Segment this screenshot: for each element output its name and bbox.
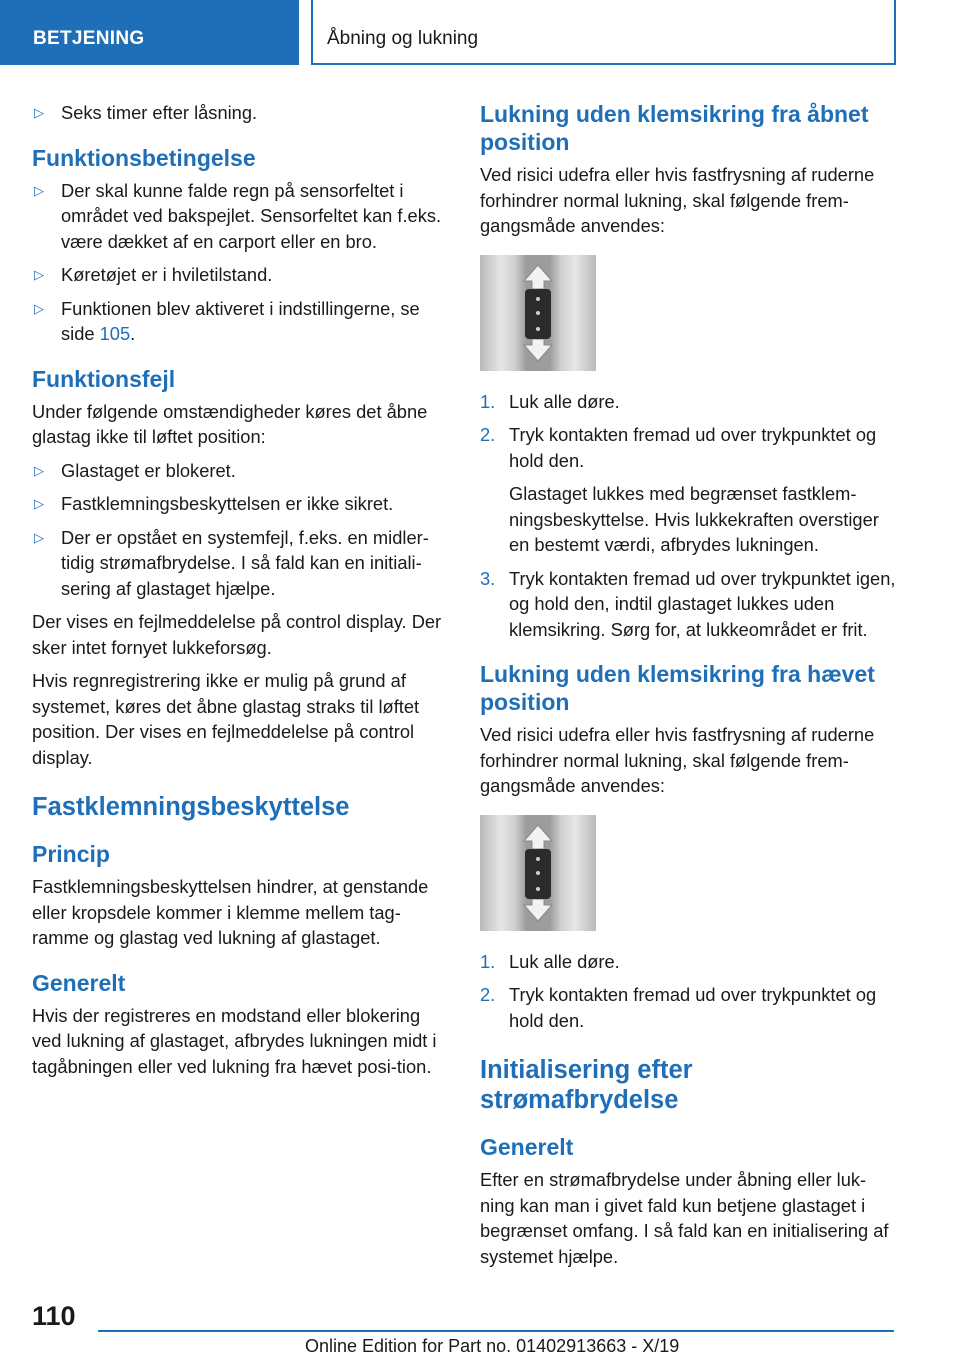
initialisering-text: Efter en strømafbrydelse under åbning eller luk‐ning kan man i givet fald kun betjene glastaget i begrænset omfang. I så fald kan en initialisering af systemet hjælpe.	[480, 1169, 889, 1267]
funktionsfejl-paragraph-2: Hvis regnregistrering ikke er mulig på grund af systemet, køres det åbne glastag straks til løftet position. Der vises en fejlmeddelelse på control display.	[32, 670, 420, 768]
heading-lukning-haevet: Lukning uden klemsikring fra hævet position	[480, 661, 875, 715]
page-link-105[interactable]: 105	[99, 323, 131, 344]
triangle-bullet-icon: ▷	[34, 182, 44, 198]
switch-icon	[525, 849, 551, 899]
funktionsfejl-paragraph-1: Der vises en fejlmeddelelse på control display. Der sker intet fornyet lukkeforsøg.	[32, 611, 442, 658]
triangle-bullet-icon: ▷	[34, 267, 44, 282]
list-item: 1. Luk alle døre.	[480, 390, 620, 412]
list-item: ▷ Fastklemningsbeskyttelsen er ikke sikret.	[32, 491, 450, 517]
triangle-bullet-icon: ▷	[34, 462, 44, 478]
heading-fastklemningsbeskyttelse: Fastklemningsbeskyttelse	[32, 793, 350, 821]
heading-funktionsfejl: Funktionsfejl	[32, 365, 176, 392]
heading-princip: Princip	[32, 841, 110, 867]
left-column	[32, 100, 450, 1087]
section-label: BETJENING	[33, 28, 145, 49]
heading-funktionsbetingelse: Funktionsbetingelse	[32, 144, 256, 171]
triangle-bullet-icon: ▷	[34, 300, 44, 316]
list-item: ▷ Glastaget er blokeret.	[32, 458, 450, 484]
triangle-bullet-icon: ▷	[34, 529, 44, 545]
list-item: 3. Tryk kontakten fremad ud over trykpunktet igen, og hold den, indtil glastaget lukkes uden klemsikring. Sørg for, at lukkeområdet er frit.	[480, 567, 896, 640]
heading-generelt: Generelt	[32, 969, 126, 996]
footer-divider	[98, 1330, 894, 1332]
list-item: ▷ Der skal kunne falde regn på sensorfeltet i området ved bakspejlet. Sensorfeltet kan f.eks. være dækket af en carport eller en bro.	[34, 179, 442, 252]
list-item: ▷ Køretøjet er i hviletilstand.	[32, 262, 450, 288]
lukning-aabnet-intro: Ved risici udefra eller hvis fastfrysning af ruderne forhindrer normal lukning, skal følgende frem‐gangsmåde anvendes:	[480, 164, 875, 236]
generelt-text: Hvis der registreres en modstand eller blokering ved lukning af glastaget, afbrydes lukningen midt i tagåbningen eller ved lukning fra hævet posi‐tion.	[32, 1004, 437, 1077]
chapter-title-box	[311, 0, 896, 65]
heading-lukning-aabnet: Lukning uden klemsikring fra åbnet position	[480, 101, 869, 155]
funktionsfejl-list	[32, 458, 450, 602]
list-item: 2. Tryk kontakten fremad ud over trykpunktet og hold den. Glastaget lukkes med begrænset fastklem‐ningsbeskyttelse. Hvis lukkekraften overstiger en bestemt værdi, afbrydes lukningen.	[480, 424, 879, 555]
funktionsfejl-intro: Under følgende omstændigheder køres det åbne glastag ikke til løftet position:	[32, 400, 428, 447]
funktionsbetingelse-list	[32, 178, 450, 347]
roof-switch-image	[480, 815, 596, 931]
list-item: ▷ Der er opstået en systemfejl, f.eks. en midler‐tidig strømafbrydelse. I så fald kan en initiali‐sering af glastaget hjælpe.	[34, 526, 429, 599]
heading-initialisering: Initialisering efter strømafbrydelse	[480, 1056, 693, 1114]
princip-text: Fastklemningsbeskyttelsen hindrer, at genstande eller kropsdele kommer i klemme mellem tag‐ramme og glastag ved lukning af glastaget.	[32, 876, 429, 948]
lukning-aabnet-steps	[480, 389, 898, 643]
chapter-title: Åbning og lukning	[327, 28, 479, 49]
lukning-haevet-steps	[480, 949, 898, 1034]
page-number: 110	[32, 1301, 76, 1331]
list-item: ▷ Funktionen blev aktiveret i indstillingerne, se side 105.	[34, 297, 420, 344]
triangle-bullet-icon: ▷	[34, 105, 44, 120]
roof-switch-image	[480, 255, 596, 371]
switch-icon	[525, 289, 551, 339]
list-item: ▷ Seks timer efter låsning.	[32, 100, 450, 126]
top-bullet-list	[32, 100, 450, 126]
lukning-haevet-intro: Ved risici udefra eller hvis fastfrysning af ruderne forhindrer normal lukning, skal følgende frem‐gangsmåde anvendes:	[480, 724, 875, 796]
heading-generelt: Generelt	[480, 1134, 574, 1160]
triangle-bullet-icon: ▷	[34, 496, 44, 511]
right-column	[480, 100, 898, 1277]
list-item: 2. Tryk kontakten fremad ud over trykpunktet og hold den.	[480, 984, 877, 1031]
list-item: 1. Luk alle døre.	[480, 950, 620, 972]
edition-text: Online Edition for Part no. 01402913663 - X/19	[305, 1336, 680, 1356]
section-tab	[0, 0, 299, 65]
